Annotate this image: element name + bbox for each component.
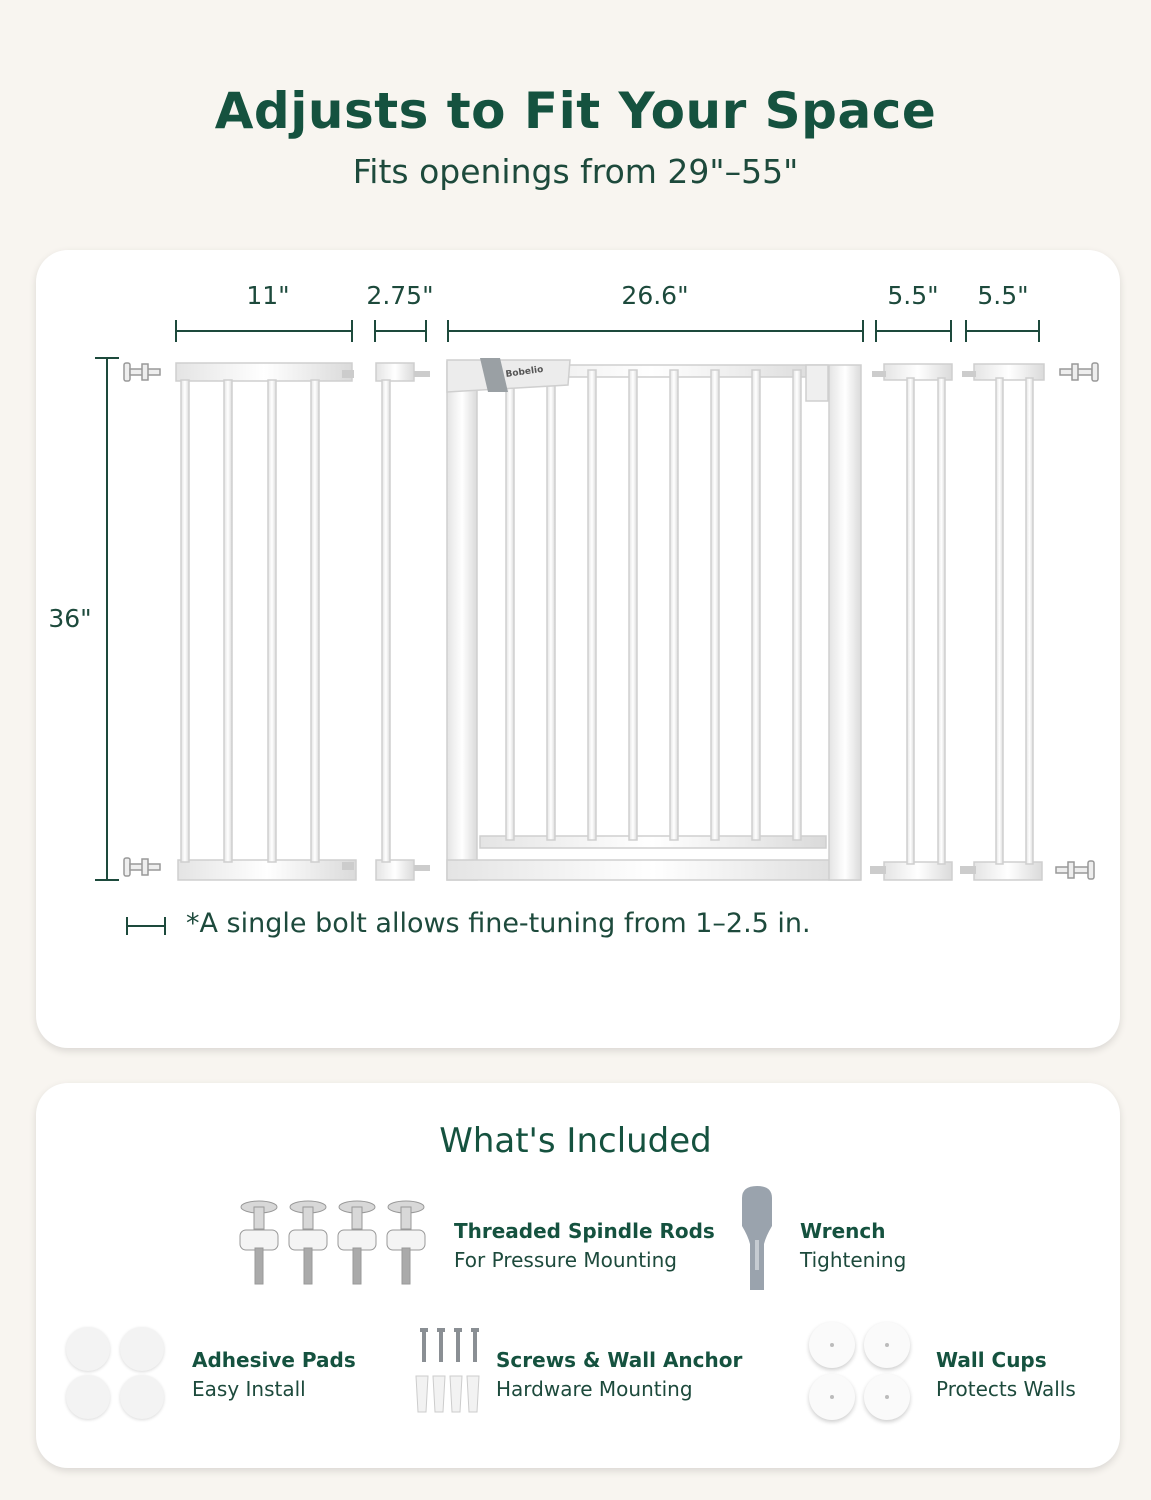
gate-brand: Bobelio [505,364,545,380]
page-title: Adjusts to Fit Your Space [214,82,937,140]
main-gate [447,362,861,880]
extension-5-5-b [974,364,1044,880]
item-desc-screws: Hardware Mounting [496,1377,693,1401]
spindle-right-top [1060,363,1098,381]
page-subtitle: Fits openings from 29"–55" [352,152,799,191]
screw-icon [410,1326,486,1420]
bolt-adjust-icon [126,925,166,927]
fine-tuning-note: *A single bolt allows fine-tuning from 1–2.5 in. [186,908,811,939]
item-name-wrench: Wrench [800,1219,886,1243]
included-title: What's Included [439,1121,712,1161]
dim-label-2-75: 2.75" [366,281,434,310]
item-name-spindle: Threaded Spindle Rods [454,1219,715,1243]
item-name-adhesive: Adhesive Pads [192,1348,356,1372]
spindle-rod-icon [232,1198,432,1290]
item-desc-wallcups: Protects Walls [936,1377,1076,1401]
dim-label-5-5-a: 5.5" [887,281,939,310]
item-desc-adhesive: Easy Install [192,1377,306,1401]
extension-11 [176,363,356,880]
dim-label-11: 11" [246,281,290,310]
spindle-right-bottom [1056,861,1094,879]
item-desc-wrench: Tightening [800,1248,907,1272]
item-name-screws: Screws & Wall Anchor [496,1348,743,1372]
dim-label-5-5-b: 5.5" [977,281,1029,310]
item-desc-spindle: For Pressure Mounting [454,1248,677,1272]
dim-label-height: 36" [48,604,92,633]
spindle-left-top [124,363,160,381]
item-name-wallcups: Wall Cups [936,1348,1047,1372]
extension-5-5-a [884,364,952,880]
wrench-icon [736,1184,778,1294]
extension-2-75 [376,363,414,880]
dim-label-26-6: 26.6" [621,281,689,310]
spindle-left-bottom [124,858,160,876]
